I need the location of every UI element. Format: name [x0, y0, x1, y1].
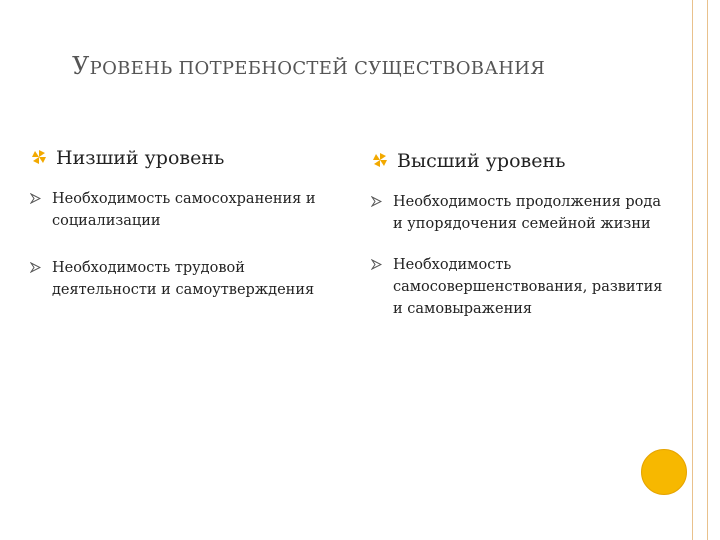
- list-item-text: Необходимость самосохранения и социализации: [52, 191, 316, 229]
- column-lower-level: [32, 146, 322, 326]
- column-heading-lower-text: Низший уровень: [56, 147, 225, 169]
- column-higher-level: [373, 149, 663, 339]
- slide-title-initial: У: [72, 52, 90, 80]
- list-item: [373, 254, 663, 320]
- arrow-bullet-icon: [371, 196, 382, 207]
- slide-title: [72, 52, 672, 80]
- list-item-text: Необходимость продолжения рода и упорядочения семейной жизни: [393, 194, 661, 232]
- slide-title-rest: РОВЕНЬ ПОТРЕБНОСТЕЙ СУЩЕСТВОВАНИЯ: [89, 58, 546, 79]
- pinwheel-bullet-icon: [32, 150, 46, 164]
- column-heading-higher-text: Высший уровень: [397, 150, 566, 172]
- column-heading-higher: [373, 149, 663, 177]
- list-item: [373, 191, 663, 235]
- decorative-orange-circle: [641, 449, 687, 495]
- arrow-bullet-icon: [30, 193, 41, 204]
- list-item-text: Необходимость самосовершенствования, развития и самовыражения: [393, 257, 663, 317]
- column-heading-lower: [32, 146, 322, 174]
- list-item-text: Необходимость трудовой деятельности и самоутверждения: [52, 260, 315, 298]
- arrow-bullet-icon: [371, 259, 382, 270]
- arrow-bullet-icon: [30, 262, 41, 273]
- list-item: [32, 257, 322, 301]
- decorative-vertical-line-left: [692, 0, 693, 540]
- pinwheel-bullet-icon: [373, 153, 387, 167]
- decorative-vertical-line-right: [707, 0, 708, 540]
- list-item: [32, 188, 322, 232]
